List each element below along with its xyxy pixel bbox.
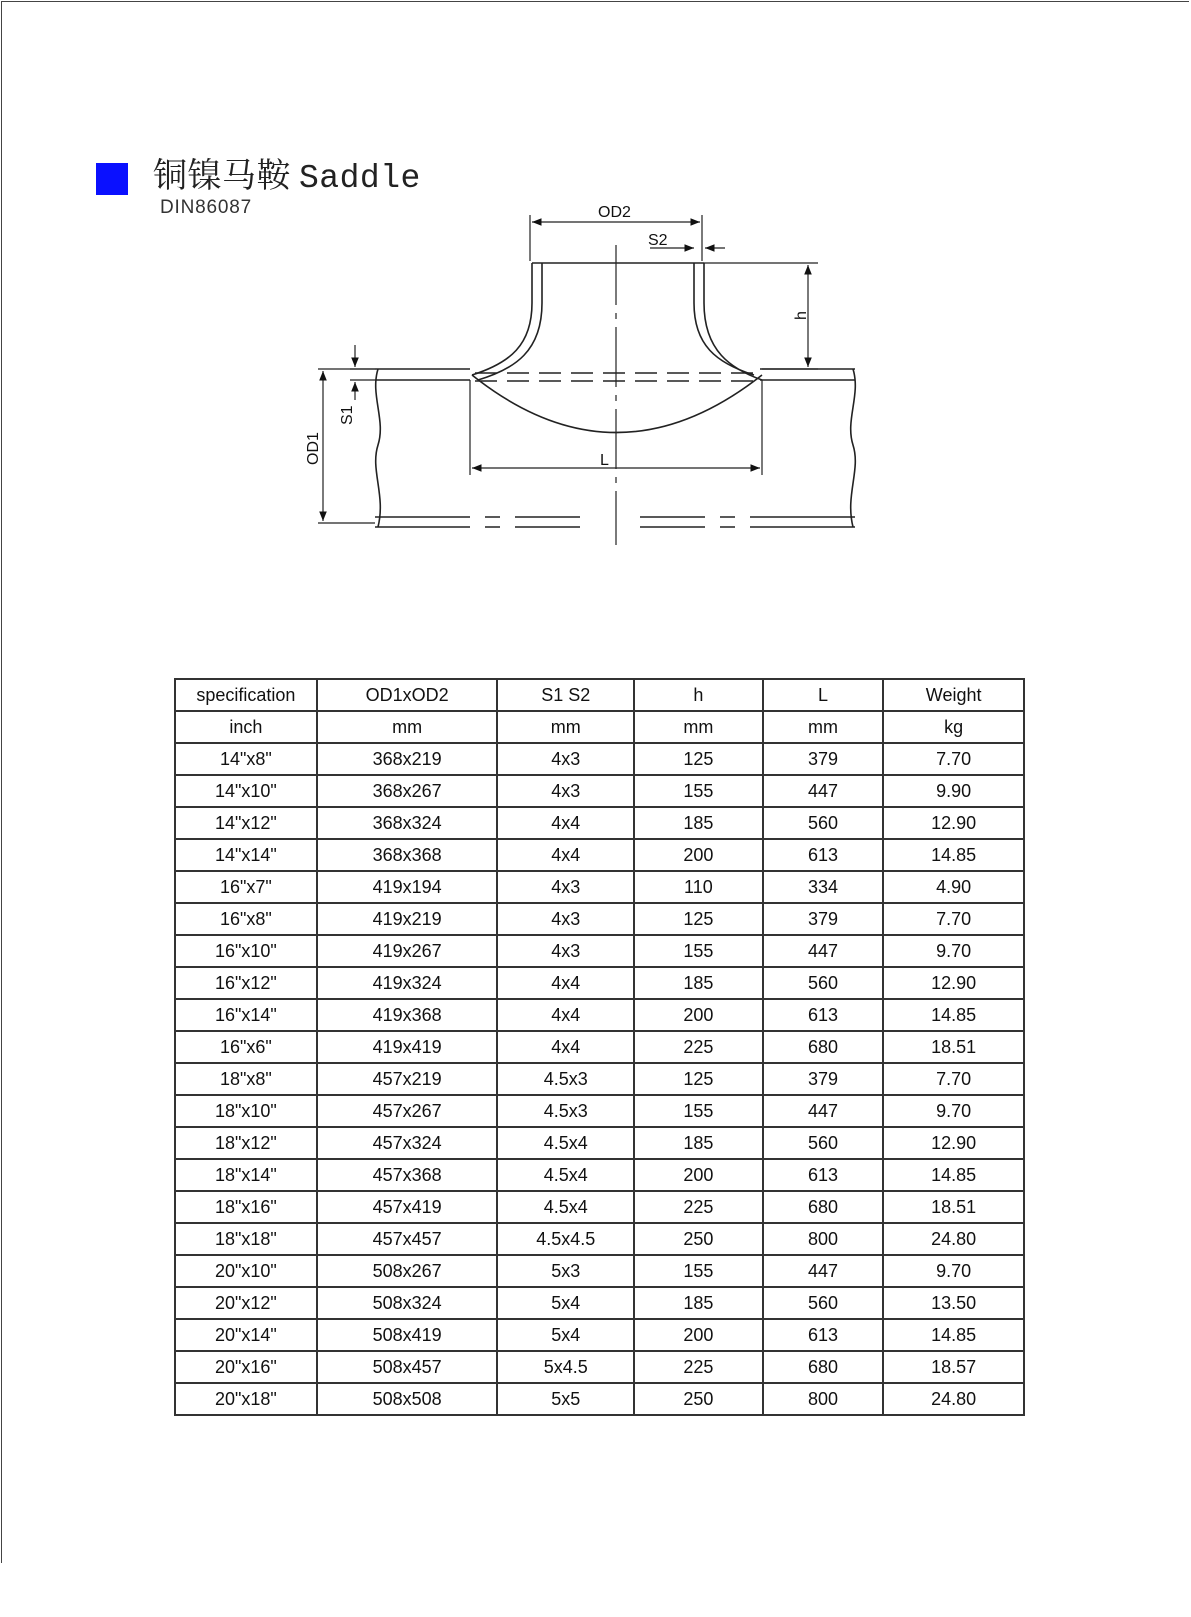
cell-l: 680 (763, 1191, 884, 1223)
cell-h: 250 (634, 1383, 763, 1415)
cell-l: 447 (763, 1095, 884, 1127)
unit-l: mm (763, 711, 884, 743)
cell-weight: 12.90 (883, 807, 1024, 839)
col-header-specification: specification (175, 679, 317, 711)
table-row (175, 967, 1024, 999)
cell-l: 613 (763, 1319, 884, 1351)
cell-h: 110 (634, 871, 763, 903)
dim-od2-label: OD2 (598, 205, 631, 221)
cell-weight: 14.85 (883, 1319, 1024, 1351)
cell-thickness: 5x4 (497, 1287, 634, 1319)
branch-left-wall (472, 263, 532, 375)
cell-l: 334 (763, 871, 884, 903)
unit-thickness: mm (497, 711, 634, 743)
unit-h: mm (634, 711, 763, 743)
saddle-curve (472, 375, 762, 433)
cell-weight: 18.51 (883, 1031, 1024, 1063)
table-row (175, 1127, 1024, 1159)
table-row (175, 1351, 1024, 1383)
col-header-h: h (634, 679, 763, 711)
cell-od: 368x219 (317, 743, 498, 775)
cell-l: 613 (763, 839, 884, 871)
cell-h: 200 (634, 999, 763, 1031)
cell-h: 225 (634, 1191, 763, 1223)
cell-specification: 16"x7" (175, 871, 317, 903)
dim-od1-label: OD1 (305, 432, 322, 465)
cell-specification: 14"x10" (175, 775, 317, 807)
cell-od: 419x194 (317, 871, 498, 903)
cell-thickness: 4.5x4 (497, 1191, 634, 1223)
cell-od: 368x368 (317, 839, 498, 871)
cell-weight: 13.50 (883, 1287, 1024, 1319)
cell-od: 457x368 (317, 1159, 498, 1191)
cell-l: 379 (763, 903, 884, 935)
cell-weight: 14.85 (883, 839, 1024, 871)
cell-thickness: 4.5x4 (497, 1159, 634, 1191)
cell-od: 419x419 (317, 1031, 498, 1063)
table-row (175, 1095, 1024, 1127)
table-row (175, 935, 1024, 967)
cell-weight: 9.70 (883, 935, 1024, 967)
cell-od: 368x324 (317, 807, 498, 839)
dim-l-label: L (600, 452, 609, 469)
cell-h: 125 (634, 1063, 763, 1095)
cell-specification: 16"x12" (175, 967, 317, 999)
table-row (175, 1383, 1024, 1415)
page-title (153, 148, 421, 197)
cell-h: 225 (634, 1351, 763, 1383)
cell-thickness: 4.5x3 (497, 1063, 634, 1095)
table-row (175, 1031, 1024, 1063)
pipe-break-right (851, 369, 856, 527)
cell-l: 447 (763, 775, 884, 807)
cell-od: 419x324 (317, 967, 498, 999)
table-row (175, 775, 1024, 807)
cell-specification: 14"x14" (175, 839, 317, 871)
cell-od: 419x368 (317, 999, 498, 1031)
cell-thickness: 4x4 (497, 839, 634, 871)
cell-thickness: 4.5x3 (497, 1095, 634, 1127)
cell-specification: 14"x12" (175, 807, 317, 839)
cell-l: 560 (763, 1287, 884, 1319)
cell-h: 155 (634, 1255, 763, 1287)
cell-thickness: 4x4 (497, 807, 634, 839)
cell-thickness: 5x4 (497, 1319, 634, 1351)
cell-thickness: 4x4 (497, 1031, 634, 1063)
cell-h: 185 (634, 807, 763, 839)
standard-code: DIN86087 (160, 197, 252, 218)
cell-od: 457x419 (317, 1191, 498, 1223)
table-row (175, 871, 1024, 903)
cell-thickness: 4x3 (497, 871, 634, 903)
cell-specification: 18"x16" (175, 1191, 317, 1223)
dim-s2-label: S2 (648, 232, 668, 249)
cell-h: 125 (634, 743, 763, 775)
col-header-weight: Weight (883, 679, 1024, 711)
table-header-row (175, 679, 1024, 711)
cell-l: 560 (763, 807, 884, 839)
cell-l: 379 (763, 1063, 884, 1095)
cell-specification: 18"x8" (175, 1063, 317, 1095)
cell-thickness: 4x3 (497, 935, 634, 967)
cell-thickness: 5x4.5 (497, 1351, 634, 1383)
cell-l: 447 (763, 935, 884, 967)
cell-h: 250 (634, 1223, 763, 1255)
table-row (175, 1191, 1024, 1223)
cell-l: 680 (763, 1351, 884, 1383)
col-header-thickness: S1 S2 (497, 679, 634, 711)
unit-od: mm (317, 711, 498, 743)
cell-weight: 12.90 (883, 1127, 1024, 1159)
cell-l: 613 (763, 1159, 884, 1191)
cell-l: 800 (763, 1383, 884, 1415)
cell-weight: 7.70 (883, 903, 1024, 935)
cell-weight: 7.70 (883, 1063, 1024, 1095)
cell-h: 200 (634, 839, 763, 871)
cell-od: 457x219 (317, 1063, 498, 1095)
cell-h: 185 (634, 1127, 763, 1159)
unit-weight: kg (883, 711, 1024, 743)
cell-specification: 20"x12" (175, 1287, 317, 1319)
cell-weight: 9.70 (883, 1095, 1024, 1127)
dim-s1-label: S1 (339, 405, 356, 425)
cell-thickness: 4.5x4 (497, 1127, 634, 1159)
cell-specification: 18"x10" (175, 1095, 317, 1127)
cell-l: 447 (763, 1255, 884, 1287)
table-row (175, 903, 1024, 935)
cell-od: 457x267 (317, 1095, 498, 1127)
cell-weight: 12.90 (883, 967, 1024, 999)
col-header-l: L (763, 679, 884, 711)
table-unit-row (175, 711, 1024, 743)
cell-od: 508x457 (317, 1351, 498, 1383)
cell-thickness: 4x3 (497, 775, 634, 807)
cell-l: 800 (763, 1223, 884, 1255)
cell-weight: 18.57 (883, 1351, 1024, 1383)
cell-l: 613 (763, 999, 884, 1031)
table-row (175, 807, 1024, 839)
cell-weight: 9.70 (883, 1255, 1024, 1287)
cell-weight: 24.80 (883, 1223, 1024, 1255)
cell-h: 155 (634, 775, 763, 807)
cell-specification: 20"x10" (175, 1255, 317, 1287)
cell-od: 508x508 (317, 1383, 498, 1415)
cell-specification: 18"x14" (175, 1159, 317, 1191)
title-english: Saddle (299, 160, 421, 197)
col-header-od: OD1xOD2 (317, 679, 498, 711)
cell-l: 379 (763, 743, 884, 775)
cell-h: 125 (634, 903, 763, 935)
table-row (175, 1063, 1024, 1095)
cell-thickness: 5x5 (497, 1383, 634, 1415)
table-row (175, 1159, 1024, 1191)
cell-od: 508x324 (317, 1287, 498, 1319)
cell-od: 508x419 (317, 1319, 498, 1351)
dim-h-label: h (793, 311, 810, 320)
cell-specification: 18"x12" (175, 1127, 317, 1159)
cell-od: 419x267 (317, 935, 498, 967)
pipe-break-left (376, 369, 381, 527)
cell-h: 155 (634, 1095, 763, 1127)
section-marker (96, 163, 128, 195)
cell-weight: 14.85 (883, 1159, 1024, 1191)
cell-weight: 4.90 (883, 871, 1024, 903)
cell-h: 200 (634, 1319, 763, 1351)
table-row (175, 999, 1024, 1031)
cell-specification: 20"x18" (175, 1383, 317, 1415)
cell-specification: 16"x6" (175, 1031, 317, 1063)
cell-h: 225 (634, 1031, 763, 1063)
cell-weight: 7.70 (883, 743, 1024, 775)
table-row (175, 1287, 1024, 1319)
specification-table (174, 678, 1025, 1416)
cell-l: 560 (763, 1127, 884, 1159)
table-row (175, 1319, 1024, 1351)
unit-specification: inch (175, 711, 317, 743)
cell-specification: 20"x14" (175, 1319, 317, 1351)
cell-thickness: 4x4 (497, 999, 634, 1031)
cell-od: 419x219 (317, 903, 498, 935)
cell-h: 155 (634, 935, 763, 967)
cell-h: 185 (634, 1287, 763, 1319)
cell-specification: 16"x14" (175, 999, 317, 1031)
table-row (175, 1223, 1024, 1255)
cell-od: 457x457 (317, 1223, 498, 1255)
title-chinese: 铜镍马鞍 (153, 156, 291, 196)
cell-specification: 16"x8" (175, 903, 317, 935)
table-row (175, 743, 1024, 775)
cell-weight: 18.51 (883, 1191, 1024, 1223)
cell-specification: 18"x18" (175, 1223, 317, 1255)
cell-od: 368x267 (317, 775, 498, 807)
table-row (175, 839, 1024, 871)
cell-thickness: 4x4 (497, 967, 634, 999)
cell-weight: 9.90 (883, 775, 1024, 807)
cell-l: 680 (763, 1031, 884, 1063)
cell-od: 508x267 (317, 1255, 498, 1287)
cell-od: 457x324 (317, 1127, 498, 1159)
cell-thickness: 4.5x4.5 (497, 1223, 634, 1255)
cell-specification: 16"x10" (175, 935, 317, 967)
cell-weight: 14.85 (883, 999, 1024, 1031)
cell-specification: 14"x8" (175, 743, 317, 775)
cell-h: 200 (634, 1159, 763, 1191)
cell-h: 185 (634, 967, 763, 999)
saddle-drawing (300, 205, 900, 565)
table-row (175, 1255, 1024, 1287)
cell-thickness: 5x3 (497, 1255, 634, 1287)
cell-thickness: 4x3 (497, 903, 634, 935)
cell-weight: 24.80 (883, 1383, 1024, 1415)
cell-thickness: 4x3 (497, 743, 634, 775)
cell-specification: 20"x16" (175, 1351, 317, 1383)
cell-l: 560 (763, 967, 884, 999)
